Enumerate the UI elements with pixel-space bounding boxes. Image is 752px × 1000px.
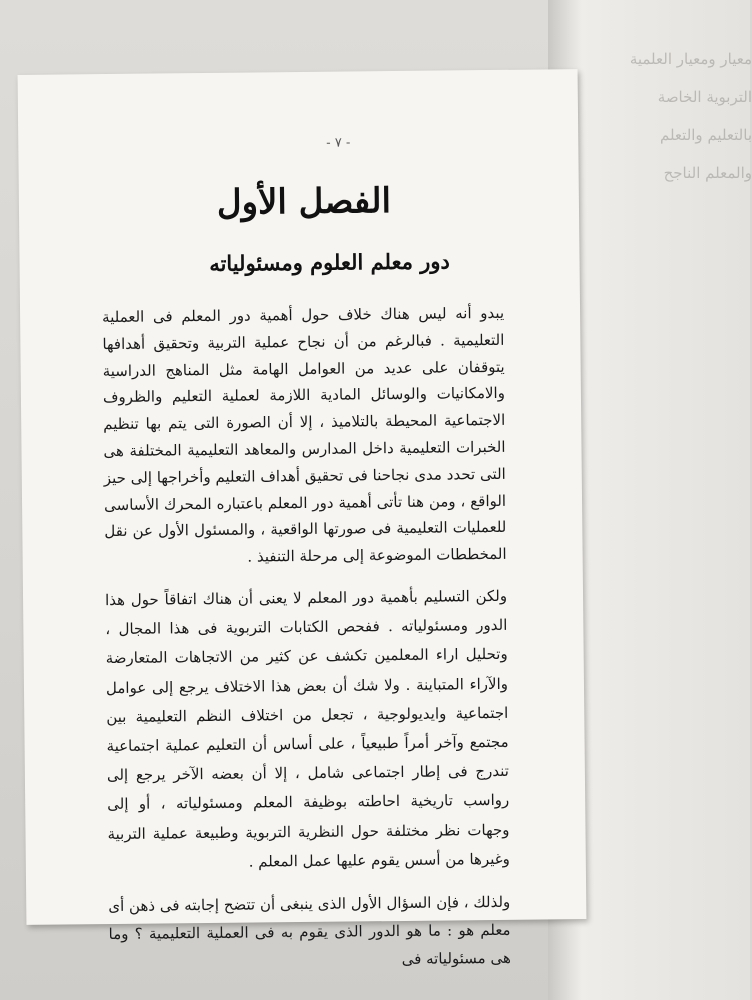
handwritten-note: والمعلم الناجح (663, 164, 752, 182)
handwritten-note: التربوية الخاصة (657, 88, 752, 106)
handwritten-note: بالتعليم والتعلم (659, 126, 752, 144)
chapter-title: الفصل الأول (216, 181, 392, 223)
book-page (18, 69, 587, 968)
handwritten-note: معيار ومعيار العلمية (629, 50, 752, 68)
paragraph: يبدو أنه ليس هناك خلاف حول أهمية دور المعلم فى العملية التعليمية . فبالرغم من أن نجاح عملية التربية وتحقيق أهدافها يتوقفان على عديد من العوامل الهامة مثل المناهج الدراسية والامكانيات والوسائل المادية اللازمة لعملية التعليم والظروف الاجتماعية المحيطة بالتلاميذ ، إلا أن الصورة التى يتم بها تنظيم الخبرات التعليمية داخل المدارس والمعاهد التعليمية المختلفة هى التى تحدد مدى نجاحنا فى تحقيق أهداف التعليم وأخراجها إلى حيز الواقع ، ومن هنا تأتى أهمية دور المعلم باعتباره المحرك الأساسى للعمليات التعليمية فى صورتها الواقعية ، والمسئول الأول عن نقل المخططات الموضوعة إلى مرحلة التنفيذ . (102, 303, 507, 566)
page-number: - ٧ - (326, 135, 351, 151)
section-title: دور معلم العلوم ومسئولياته (209, 248, 450, 276)
handwritten-notes (562, 40, 752, 192)
body-text (102, 300, 511, 990)
paragraph: ولذلك ، فإن السؤال الأول الذى ينبغى أن تتضح إجابته فى ذهن أى معلم هو : ما هو الدور الذى يقوم به فى العملية التعليمية ؟ وما هى مسئولياته فى (108, 892, 511, 968)
paragraph: ولكن التسليم بأهمية دور المعلم لا يعنى أن هناك اتفاقاً حول هذا الدور ومسئولياته . ففحص الكتابات التربوية فى هذا المجال ، وتحليل اراء المعلمين تكشف عن كثير من الاتجاهات المتعارضة والآراء المتباينة . ولا شك أن بعض هذا الاختلاف يرجع إلى عوامل اجتماعية وايديولوجية ، تجعل من اختلاف النظم التعليمية بين مجتمع وآخر أمراً طبيعياً ، على أساس أن التعليم عملية اجتماعية تندرج فى إطار اجتماعى شامل ، إلا أن بعضه الآخر يرجع إلى رواسب تاريخية احاطته بوظيفة المعلم ومسئولياته ، أو إلى وجهات نظر مختلفة حول النظرية التربوية وطبيعة عملية التربية وغيرها من أسس يقوم عليها عمل المعلم . (104, 586, 510, 871)
